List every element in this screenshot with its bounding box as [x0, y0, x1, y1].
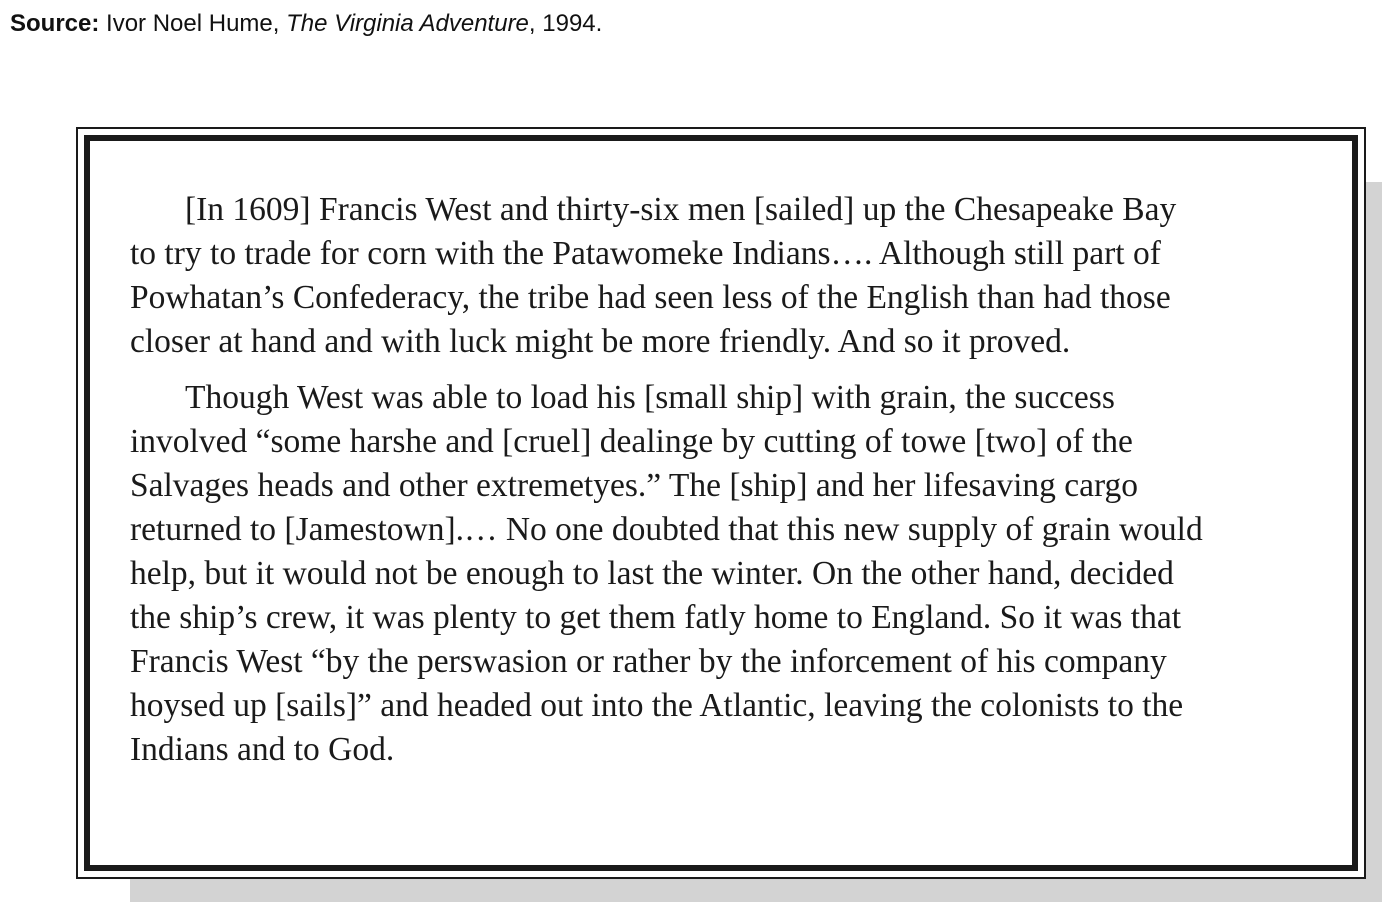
- excerpt-line: Though West was able to load his [small ship] with grain, the success: [185, 379, 1115, 416]
- excerpt-line: help, but it would not be enough to last the winter. On the other hand, decided: [130, 555, 1174, 592]
- excerpt-paragraph-1: [130, 188, 1310, 364]
- excerpt-text: [130, 188, 1310, 772]
- source-year: , 1994.: [528, 10, 603, 37]
- excerpt-line: the ship’s crew, it was plenty to get them fatly home to England. So it was that: [130, 599, 1182, 636]
- excerpt-line: Powhatan’s Confederacy, the tribe had seen less of the English than had those: [130, 279, 1171, 316]
- excerpt-line: [In 1609] Francis West and thirty-six men [sailed] up the Chesapeake Bay: [185, 191, 1177, 228]
- source-title: The Virginia Adventure: [286, 10, 529, 37]
- source-label: Source:: [10, 10, 100, 37]
- excerpt-line: involved “some harshe and [cruel] dealinge by cutting of towe [two] of the: [130, 423, 1133, 460]
- source-author: Ivor Noel Hume,: [106, 10, 280, 37]
- excerpt-line: hoysed up [sails]” and headed out into the Atlantic, leaving the colonists to the: [130, 687, 1184, 724]
- excerpt-line: Salvages heads and other extremetyes.” The [ship] and her lifesaving cargo: [130, 467, 1139, 504]
- excerpt-line: returned to [Jamestown].… No one doubted that this new supply of grain would: [130, 511, 1203, 548]
- excerpt-line: Francis West “by the perswasion or rather by the inforcement of his company: [130, 643, 1167, 680]
- excerpt-line: closer at hand and with luck might be more friendly. And so it proved.: [130, 323, 1071, 360]
- excerpt-line: to try to trade for corn with the Patawomeke Indians…. Although still part of: [130, 235, 1161, 272]
- excerpt-line: Indians and to God.: [130, 731, 395, 768]
- excerpt-paragraph-2: [130, 376, 1310, 772]
- source-citation: [10, 9, 602, 39]
